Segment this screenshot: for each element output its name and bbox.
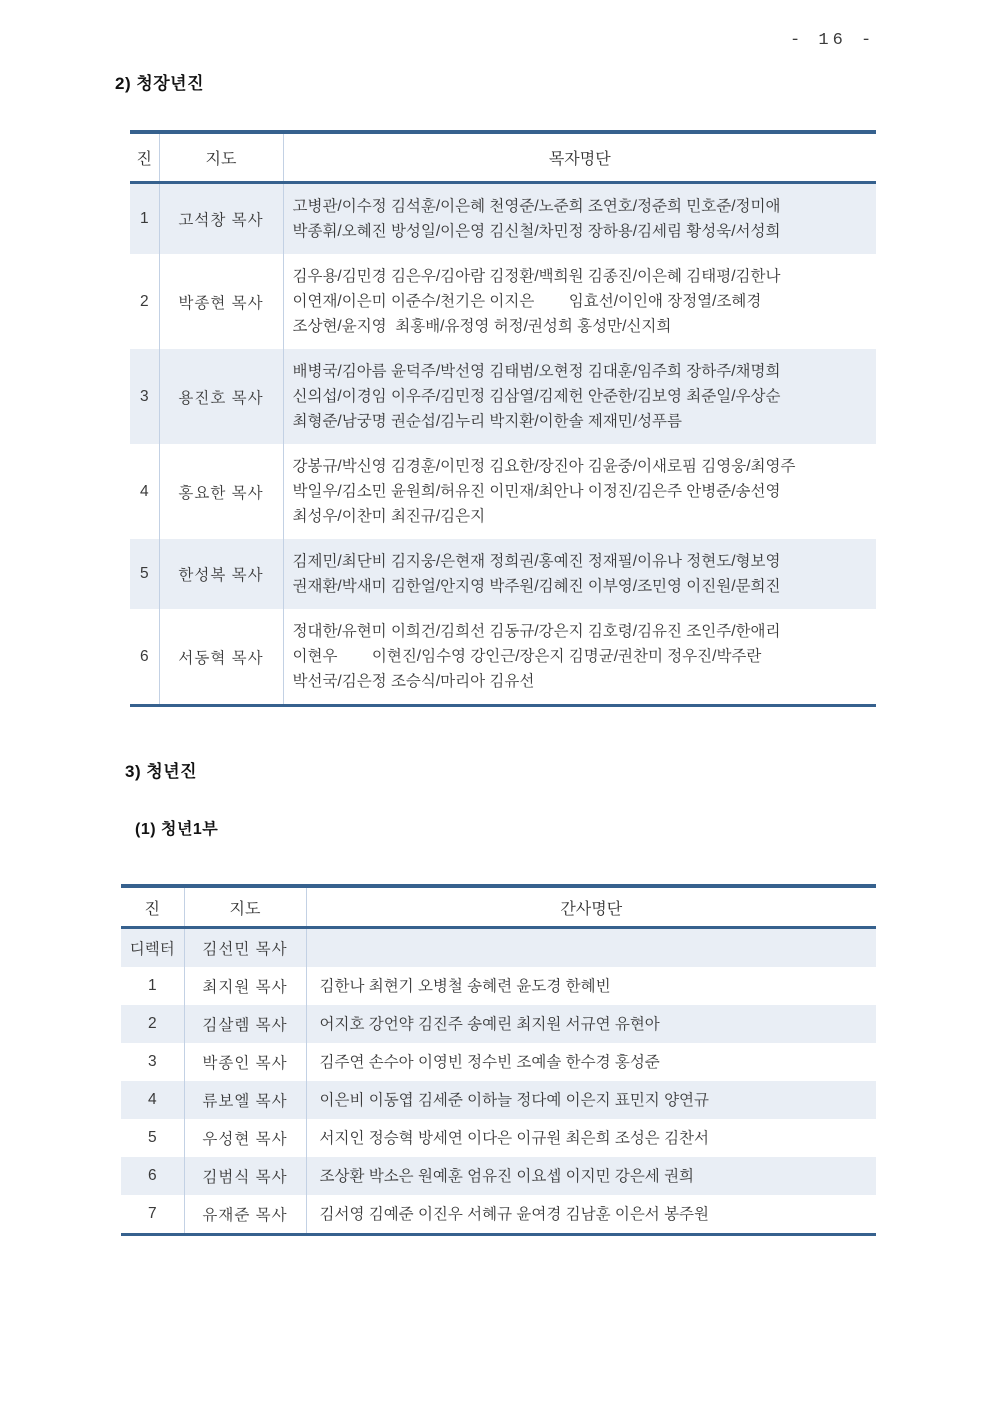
table-row [130, 254, 876, 349]
members-line: 어지호 강언약 김진주 송예린 최지원 서규연 유현아 [319, 1015, 660, 1033]
table-row [130, 539, 876, 609]
section-heading-cheongnyeonjin: 3) 청년진 [125, 762, 198, 781]
cell-leader-pastor: 김범식 목사 [184, 1157, 306, 1195]
cell-leader-pastor: 용진호 목사 [159, 349, 283, 444]
cell-group-number: 3 [147, 1053, 157, 1070]
cell-member-names [283, 539, 876, 609]
cell-member-names [283, 609, 876, 706]
members-line: 김제민/최단비 김지웅/은현재 정희권/홍예진 정재필/이유나 정현도/형보영 [292, 553, 781, 570]
cell-group-number: 4 [147, 1091, 157, 1108]
cell-member-names [306, 1005, 876, 1043]
members-line: 김한나 최현기 오병철 송혜련 윤도경 한혜빈 [319, 977, 611, 995]
cell-group-number: 5 [147, 1129, 157, 1146]
table-row [130, 609, 876, 706]
column-header: 간사명단 [306, 886, 876, 928]
cell-group-number: 2 [139, 292, 149, 310]
cell-leader-pastor: 서동혁 목사 [159, 609, 283, 706]
cell-member-names [306, 928, 876, 968]
column-header: 진 [121, 886, 184, 928]
members-line: 강봉규/박신영 김경훈/이민정 김요한/장진아 김윤중/이새로핌 김영웅/최영주 [292, 458, 796, 475]
cell-group-number: 6 [139, 647, 149, 665]
cell-group-number: 4 [139, 482, 149, 500]
members-line: 이은비 이동엽 김세준 이하늘 정다예 이은지 표민지 양연규 [319, 1091, 709, 1109]
cell-leader-pastor: 홍요한 목사 [159, 444, 283, 539]
cell-leader-pastor: 고석창 목사 [159, 183, 283, 255]
cell-leader-pastor: 한성복 목사 [159, 539, 283, 609]
table-row [121, 1195, 876, 1235]
cell-group-number: 디렉터 [129, 941, 175, 958]
header-row [121, 886, 876, 928]
table-row [121, 1119, 876, 1157]
members-line: 이현우 이현진/임수영 강인근/장은지 김명균/권찬미 정우진/박주란 [292, 648, 762, 665]
cell-member-names [283, 183, 876, 255]
column-header: 지도 [159, 132, 283, 183]
cell-group-number: 6 [147, 1167, 157, 1184]
header-row [130, 132, 876, 183]
members-line: 배병국/김아름 윤덕주/박선영 김태범/오현정 김대훈/임주희 장하주/채명희 [292, 363, 781, 380]
table-row [121, 1043, 876, 1081]
members-line: 최성우/이찬미 최진규/김은지 [292, 508, 486, 525]
cell-member-names [306, 1043, 876, 1081]
members-line: 김우용/김민경 김은우/김아람 김정환/백희원 김종진/이은혜 김태평/김한나 [292, 268, 781, 285]
cell-group-number: 5 [139, 565, 149, 582]
members-line: 조상현/윤지영 최홍배/유정영 허정/권성희 홍성만/신지희 [292, 318, 672, 335]
cell-member-names [283, 444, 876, 539]
cell-group-number: 2 [147, 1015, 157, 1032]
members-line: 박일우/김소민 윤원희/허유진 이민재/최안나 이정진/김은주 안병준/송선영 [292, 483, 781, 500]
table-row [121, 967, 876, 1005]
cell-leader-pastor: 박종인 목사 [184, 1043, 306, 1081]
cell-leader-pastor: 김살렘 목사 [184, 1005, 306, 1043]
members-line: 조상환 박소은 원예훈 엄유진 이요셉 이지민 강은세 권희 [319, 1167, 695, 1185]
table-row [121, 1081, 876, 1119]
table-row [121, 1005, 876, 1043]
members-line: 김주연 손수아 이영빈 정수빈 조예솔 한수경 홍성준 [319, 1053, 660, 1071]
column-header: 지도 [184, 886, 306, 928]
members-line: 서지인 정승혁 방세연 이다은 이규원 최은희 조성은 김찬서 [319, 1129, 709, 1147]
cell-member-names [306, 1081, 876, 1119]
cell-leader-pastor: 최지원 목사 [184, 967, 306, 1005]
table-row [130, 444, 876, 539]
section-heading-cheongjangnyeonjin: 2) 청장년진 [115, 74, 205, 93]
members-line: 최형준/남궁명 권순섭/김누리 박지환/이한솔 제재민/성푸름 [292, 413, 682, 430]
subsection-heading-cheongnyeon-1bu: (1) 청년1부 [135, 821, 219, 838]
members-line: 신의섭/이경임 이우주/김민정 김삼열/김제헌 안준한/김보영 최준일/우상순 [292, 388, 781, 405]
table-row [121, 1157, 876, 1195]
cell-member-names [283, 349, 876, 444]
cell-group-number: 7 [147, 1205, 157, 1222]
cell-leader-pastor: 박종현 목사 [159, 254, 283, 349]
table-header-row [130, 132, 876, 183]
members-line: 이연재/이은미 이준수/천기은 이지은 임효선/이인애 장정열/조혜경 [292, 293, 762, 310]
cell-member-names [306, 1119, 876, 1157]
cell-leader-pastor: 유재준 목사 [184, 1195, 306, 1235]
column-header: 목자명단 [283, 132, 876, 183]
column-header: 진 [130, 132, 159, 183]
table-row [130, 349, 876, 444]
cell-leader-pastor: 류보엘 목사 [184, 1081, 306, 1119]
cell-member-names [306, 967, 876, 1005]
members-line: 고병관/이수정 김석훈/이은혜 천영준/노준희 조연호/정준희 민호준/정미애 [292, 198, 781, 215]
cell-group-number: 1 [147, 977, 157, 994]
members-line: 김서영 김예준 이진우 서혜규 윤여경 김남훈 이은서 봉주원 [319, 1205, 709, 1223]
table-header-row [121, 886, 876, 928]
cell-group-number: 1 [139, 210, 149, 227]
cell-member-names [283, 254, 876, 349]
table-row [130, 183, 876, 255]
members-line: 박선국/김은정 조승식/마리아 김유선 [292, 673, 535, 690]
members-line: 정대한/유현미 이희건/김희선 김동규/강은지 김호령/김유진 조인주/한애리 [292, 623, 781, 640]
members-line: 박종휘/오혜진 방성일/이은영 김신철/차민정 장하용/김세림 황성욱/서성희 [292, 223, 781, 240]
cheongjangnyeonjin-roster-table [130, 130, 876, 707]
page-number: - 16 - [790, 31, 876, 50]
cheongnyeon-1bu-roster-table [121, 884, 876, 1236]
cell-member-names [306, 1195, 876, 1235]
cell-leader-pastor: 김선민 목사 [184, 928, 306, 968]
cell-member-names [306, 1157, 876, 1195]
table-row [121, 928, 876, 968]
members-line: 권재환/박새미 김한얼/안지영 박주원/김혜진 이부영/조민영 이진원/문희진 [292, 578, 781, 595]
cell-leader-pastor: 우성현 목사 [184, 1119, 306, 1157]
cell-group-number: 3 [139, 387, 149, 405]
